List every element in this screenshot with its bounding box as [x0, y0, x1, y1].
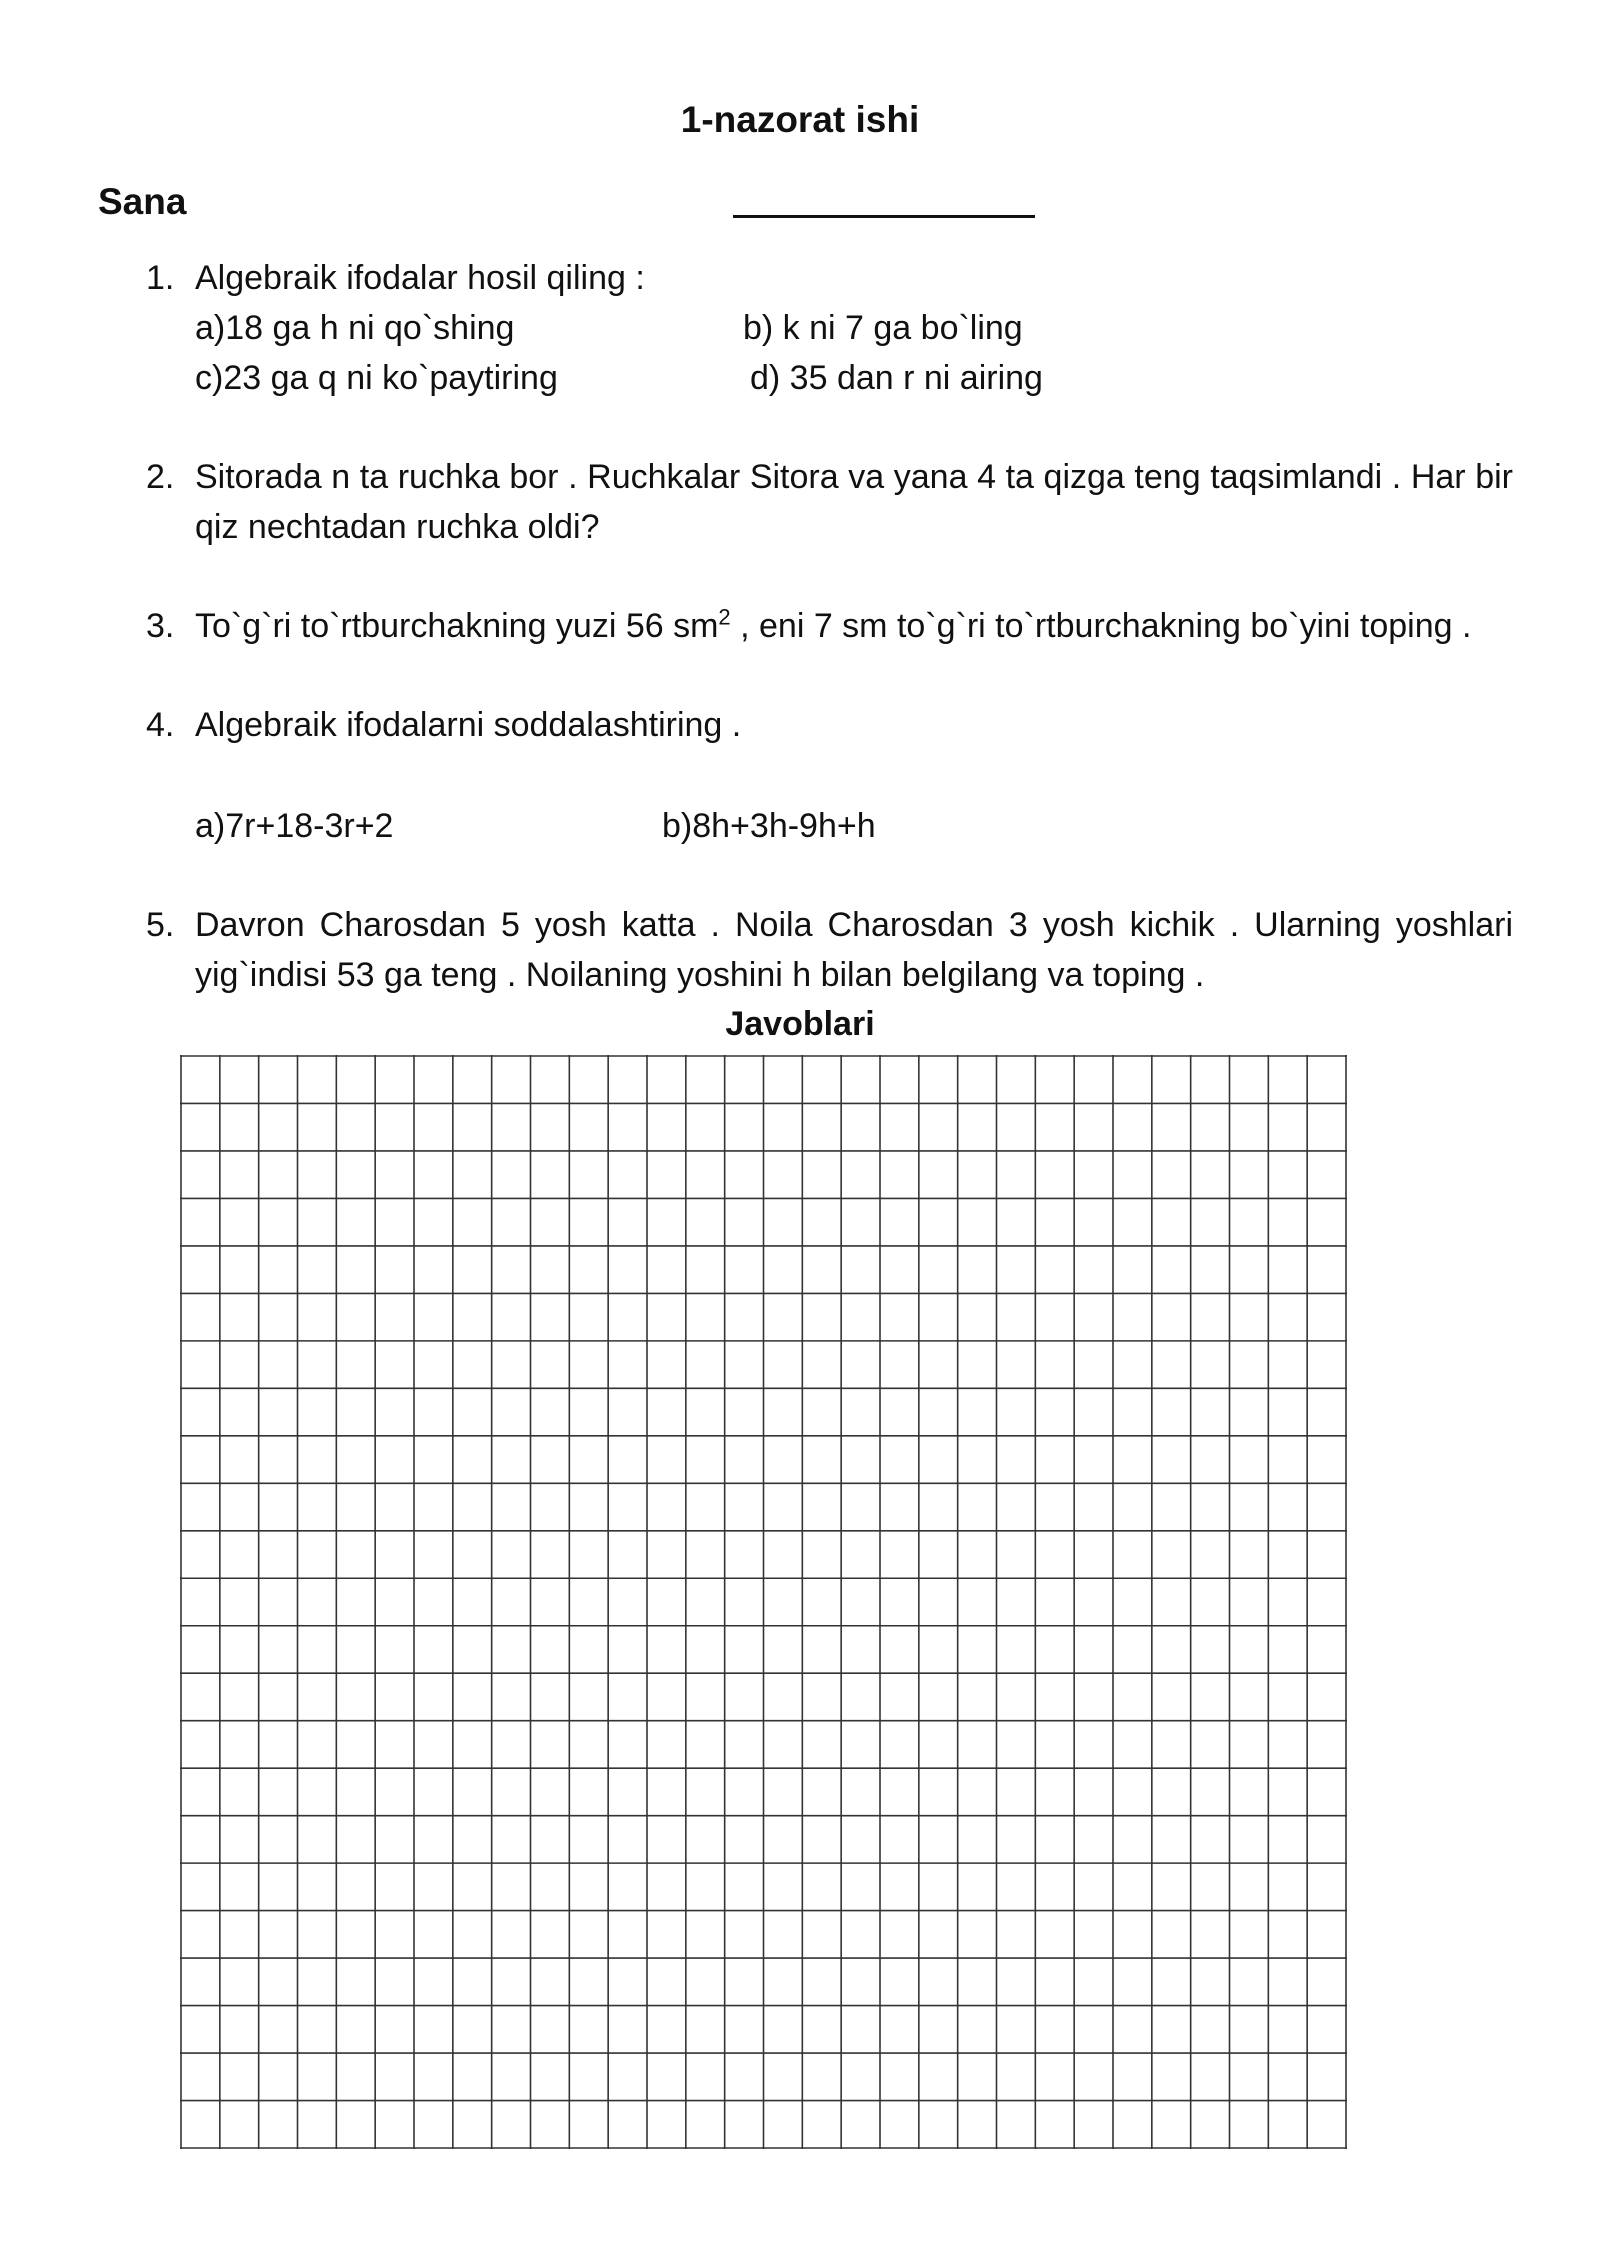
- question-4-part-b: b)8h+3h-9h+h: [662, 807, 876, 845]
- question-3-text: [195, 601, 1555, 651]
- question-1-part-c: c)23 ga q ni ko`paytiring: [195, 359, 558, 397]
- date-label: Sana: [98, 181, 187, 222]
- question-5-text: Davron Charosdan 5 yosh katta . Noila Charosdan 3 yosh kichik . Ularning yoshlari yig`indisi 53 ga teng . Noilaning yoshini h bilan belgilang va toping .: [195, 906, 1513, 994]
- question-4-part-a: a)7r+18-3r+2: [195, 807, 394, 845]
- question-1-number: 1.: [146, 259, 175, 297]
- question-1-part-a: a)18 ga h ni qo`shing: [195, 309, 515, 347]
- date-blank-line[interactable]: [733, 215, 1035, 218]
- answer-grid-lines: [180, 1055, 1347, 2149]
- page-title: 1-nazorat ishi: [680, 99, 920, 140]
- question-3-text-rest: , eni 7 sm to`g`ri to`rtburchakning bo`yini toping .: [730, 607, 1472, 645]
- answers-heading: Javoblari: [725, 1005, 875, 1043]
- question-1-part-b: b) k ni 7 ga bo`ling: [743, 309, 1023, 347]
- question-5-number: 5.: [146, 906, 175, 944]
- question-2-number: 2.: [146, 458, 175, 496]
- question-3-number: 3.: [146, 607, 175, 645]
- question-1-text: Algebraik ifodalar hosil qiling :: [195, 259, 645, 297]
- question-4-number: 4.: [146, 706, 175, 744]
- question-3-superscript: 2: [718, 604, 731, 630]
- answer-grid[interactable]: [180, 1055, 1347, 2149]
- question-1-part-d: d) 35 dan r ni airing: [750, 359, 1043, 397]
- question-2-text: Sitorada n ta ruchka bor . Ruchkalar Sitora va yana 4 ta qizga teng taqsimlandi . Har bir qiz nechtadan ruchka oldi?: [195, 458, 1513, 546]
- question-3-text-main: To`g`ri to`rtburchakning yuzi 56 sm: [195, 607, 719, 645]
- question-4-text: Algebraik ifodalarni soddalashtiring .: [195, 706, 742, 744]
